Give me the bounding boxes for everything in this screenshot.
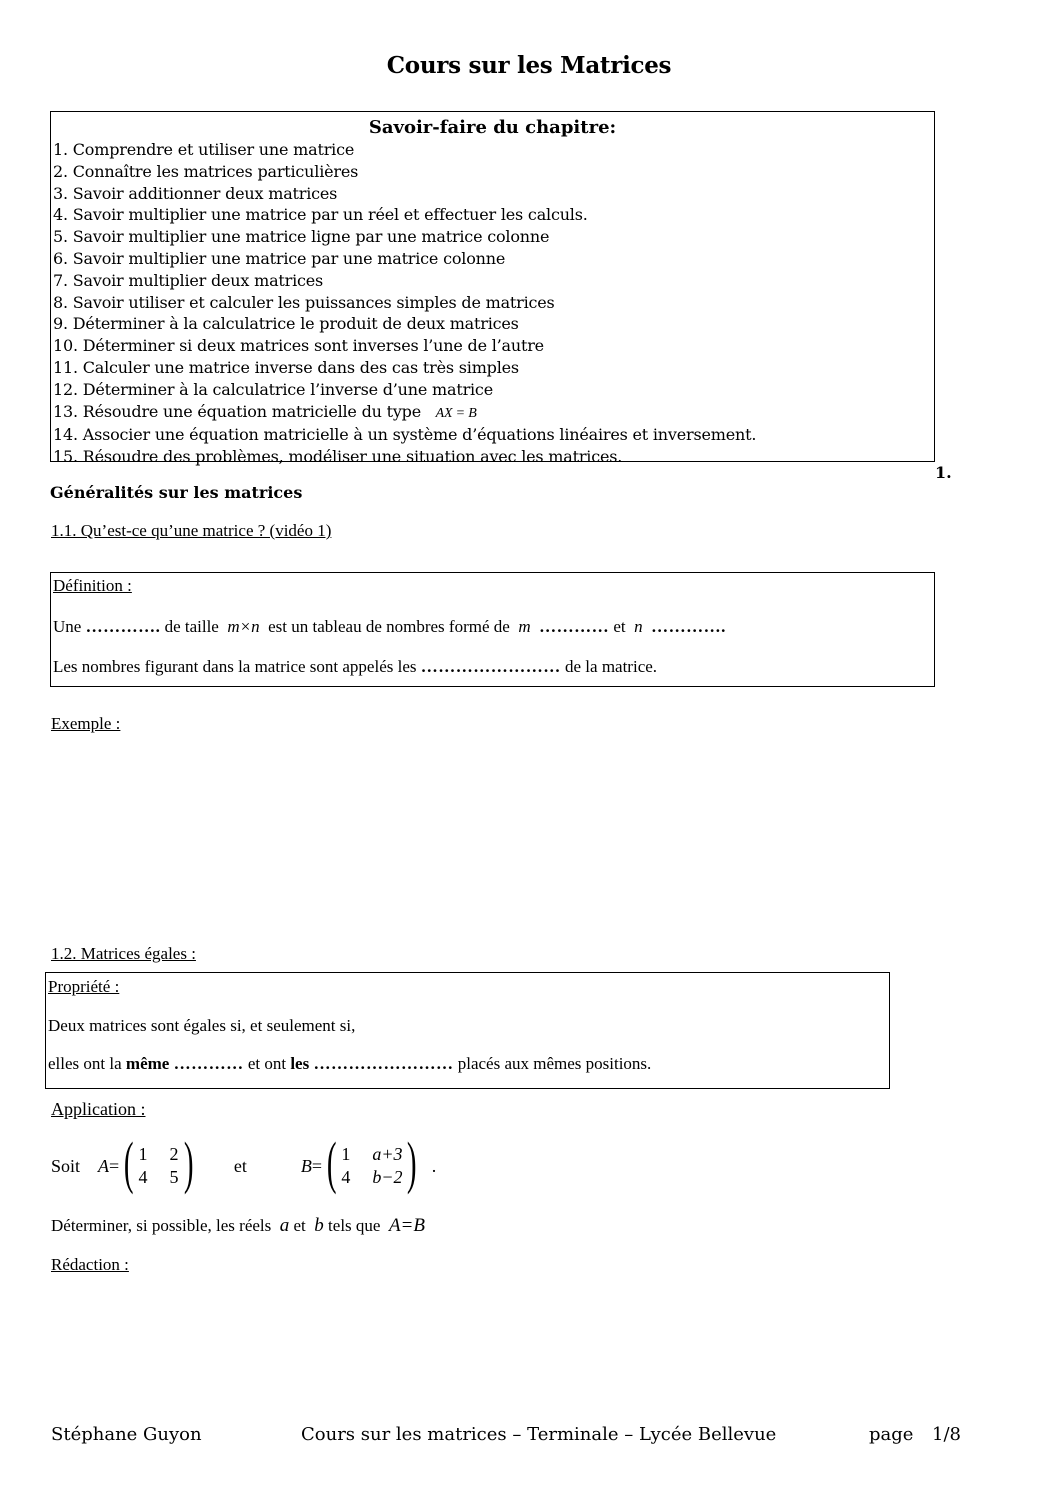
subsection-1-1-title: 1.1. Qu’est-ce qu’une matrice ? (vidéo 1) (51, 521, 332, 540)
et-text: et (233, 1155, 247, 1176)
list-item: 3. Savoir additionner deux matrices (53, 183, 338, 203)
text: placés aux mêmes positions. (457, 1054, 652, 1073)
math-n: n (634, 617, 643, 636)
list-item: 10. Déterminer si deux matrices sont inverses l’une de l’autre (53, 336, 544, 356)
matrix-a-name: A (98, 1155, 110, 1176)
math-m-times-n: m×n (227, 617, 260, 636)
application-label: Application : (51, 1099, 146, 1119)
text: Une (53, 617, 82, 636)
right-paren: ) (183, 1130, 193, 1195)
list-item: 15. Résoudre des problèmes, modéliser une situation avec les matrices. (53, 447, 623, 467)
matrix-b-grid (341, 1143, 402, 1189)
definition-box (50, 572, 935, 687)
matrix-cell: 4 (341, 1167, 351, 1187)
savoir-faire-heading: Savoir-faire du chapitre: (368, 117, 617, 138)
footer-course: Cours sur les matrices – Terminale – Lycée Bellevue (301, 1424, 777, 1445)
list-item: 14. Associer une équation matricielle à un système d’équations linéaires et inversement. (53, 425, 757, 445)
bold-text: même (125, 1054, 170, 1073)
list-item: 2. Connaître les matrices particulières (53, 161, 359, 181)
savoir-faire-box (50, 111, 935, 467)
subsection-1-2-title: 1.2. Matrices égales : (51, 944, 196, 963)
text: elles ont la (48, 1054, 122, 1073)
list-item: 9. Déterminer à la calculatrice le produit de deux matrices (53, 314, 519, 334)
list-item: 11. Calculer une matrice inverse dans des cas très simples (53, 357, 519, 377)
text: est un tableau de nombres formé de (268, 617, 510, 636)
section-number: 1. (935, 463, 952, 482)
list-item: 5. Savoir multiplier une matrice ligne par une matrice colonne (53, 227, 550, 247)
matrix-cell: 2 (169, 1144, 179, 1164)
math-a: a (279, 1215, 290, 1236)
section-title: Généralités sur les matrices (50, 483, 303, 502)
matrix-cell: a+3 (372, 1144, 403, 1164)
application-question (51, 1215, 425, 1237)
math-a-equals-b: A=B (388, 1215, 425, 1236)
blank: …………………… (420, 657, 561, 676)
footer-page-label: page (869, 1424, 914, 1445)
text: de taille (164, 617, 219, 636)
list-item-text: 13. Résoudre une équation matricielle du type (53, 401, 421, 421)
list-item: 6. Savoir multiplier une matrice par une matrice colonne (53, 248, 506, 268)
text: et (293, 1216, 306, 1235)
equals: = (109, 1155, 120, 1176)
left-paren: ( (124, 1130, 134, 1195)
matrix-cell: b−2 (372, 1167, 403, 1187)
property-line-2 (48, 1054, 651, 1074)
text: et (613, 617, 626, 636)
matrix-a (119, 1130, 198, 1195)
definition-label: Définition : (53, 576, 132, 595)
matrix-a-grid (139, 1143, 179, 1189)
property-label: Propriété : (48, 977, 120, 996)
list-item: 1. Comprendre et utiliser une matrice (53, 140, 355, 159)
right-paren: ) (407, 1130, 417, 1195)
equals: = (311, 1155, 322, 1176)
period: . (431, 1155, 437, 1176)
list-item: 8. Savoir utiliser et calculer les puissances simples de matrices (53, 292, 555, 312)
example-label: Exemple : (51, 714, 121, 733)
list-item: 12. Déterminer à la calculatrice l’inverse d’une matrice (53, 379, 493, 399)
list-item: 4. Savoir multiplier une matrice par un réel et effectuer les calculs. (53, 205, 588, 225)
math-b: b (314, 1215, 324, 1236)
matrix-cell: 4 (138, 1167, 148, 1187)
savoir-faire-list (53, 139, 756, 468)
matrix-b (322, 1130, 422, 1195)
definition-line-2 (53, 657, 657, 677)
left-paren: ( (326, 1130, 337, 1195)
list-item (53, 401, 756, 425)
soit-text: Soit (51, 1155, 81, 1176)
math-ax-b: AX = B (435, 405, 477, 421)
text: tels que (328, 1216, 381, 1235)
blank: …………. (651, 617, 726, 636)
blank: …………………… (313, 1054, 454, 1073)
text: de la matrice. (565, 657, 658, 676)
text: et ont (247, 1054, 287, 1073)
math-m: m (518, 617, 531, 636)
footer-page-number: 1/8 (932, 1424, 961, 1445)
matrix-cell: 1 (341, 1144, 351, 1164)
property-box (45, 972, 890, 1089)
blank: ………… (539, 617, 610, 636)
blank: …………. (85, 617, 161, 636)
list-item: 7. Savoir multiplier deux matrices (53, 270, 324, 290)
text: Les nombres figurant dans la matrice sont appelés les (53, 657, 417, 676)
matrix-cell: 1 (138, 1144, 148, 1164)
document-title: Cours sur les Matrices (386, 52, 672, 79)
blank: ………… (173, 1054, 244, 1073)
redaction-label: Rédaction : (51, 1255, 129, 1274)
text: Déterminer, si possible, les réels (51, 1216, 272, 1235)
matrix-b-name: B (300, 1155, 312, 1176)
definition-line-1 (53, 617, 726, 637)
application-matrices (51, 1130, 437, 1195)
bold-text: les (290, 1054, 310, 1073)
matrix-cell: 5 (169, 1167, 179, 1187)
property-line-1: Deux matrices sont égales si, et seulement si, (48, 1016, 356, 1035)
footer-author: Stéphane Guyon (51, 1424, 202, 1445)
